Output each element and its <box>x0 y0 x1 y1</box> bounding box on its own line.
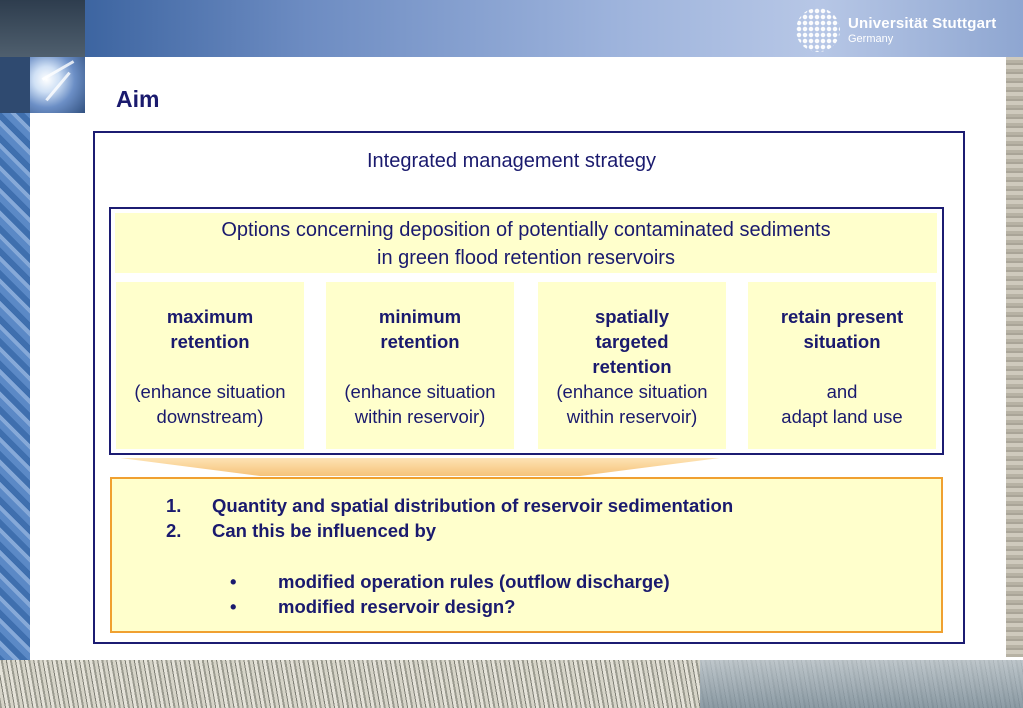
option-detail-line: within reservoir) <box>354 406 486 427</box>
logo-subtitle: Germany <box>848 33 894 45</box>
option-detail-line: (enhance situation <box>344 381 496 402</box>
bullet-marker: • <box>230 571 237 592</box>
option-title-line: retention <box>592 356 672 377</box>
option-title-line: spatially <box>594 306 670 327</box>
option-retain-present-situation <box>748 282 936 449</box>
option-title-line: retention <box>380 331 460 352</box>
option-spatially-targeted-retention <box>538 282 726 449</box>
option-detail-line: (enhance situation <box>556 381 708 402</box>
question-item <box>166 495 733 517</box>
bullet-text: modified reservoir design? <box>278 596 516 617</box>
bullet-item <box>230 571 670 593</box>
question-number: 1. <box>166 495 182 516</box>
options-header-line-2: in green flood retention reservoirs <box>377 247 675 269</box>
option-title-line: minimum <box>378 306 462 327</box>
logo-name: Universität Stuttgart <box>848 15 997 32</box>
bullet-text: modified operation rules (outflow discharge) <box>278 571 670 592</box>
question-item <box>166 520 436 542</box>
bottom-water-photo <box>700 660 1023 708</box>
option-detail-line: adapt land use <box>781 406 903 427</box>
option-detail-line: downstream) <box>156 406 264 427</box>
question-text: Can this be influenced by <box>212 520 437 541</box>
research-questions-box <box>110 477 943 633</box>
option-title-line: situation <box>803 331 881 352</box>
right-decorative-strip <box>1006 57 1023 657</box>
option-detail-line: and <box>826 381 858 402</box>
option-title-line: retain present <box>780 306 904 327</box>
slide-title: Aim <box>116 86 160 112</box>
funnel-arrow <box>120 458 720 476</box>
option-detail-line: within reservoir) <box>566 406 698 427</box>
question-text: Quantity and spatial distribution of reservoir sedimentation <box>212 495 734 516</box>
option-maximum-retention <box>116 282 304 449</box>
options-header-line-1: Options concerning deposition of potentially contaminated sediments <box>221 219 831 241</box>
option-title-line: retention <box>170 331 250 352</box>
bullet-item <box>230 596 515 618</box>
question-number: 2. <box>166 520 182 541</box>
option-minimum-retention <box>326 282 514 449</box>
option-title-line: maximum <box>166 306 254 327</box>
option-title-line: targeted <box>595 331 669 352</box>
header-photo <box>30 57 85 113</box>
strategy-title: Integrated management strategy <box>366 150 657 172</box>
option-detail-line: (enhance situation <box>134 381 286 402</box>
bullet-marker: • <box>230 596 237 617</box>
header-corner-block <box>0 0 85 57</box>
university-logo <box>796 8 996 52</box>
options-header <box>115 213 937 273</box>
left-strip-top <box>0 57 30 113</box>
university-seal-icon <box>796 8 840 52</box>
left-decorative-strip <box>0 113 30 663</box>
